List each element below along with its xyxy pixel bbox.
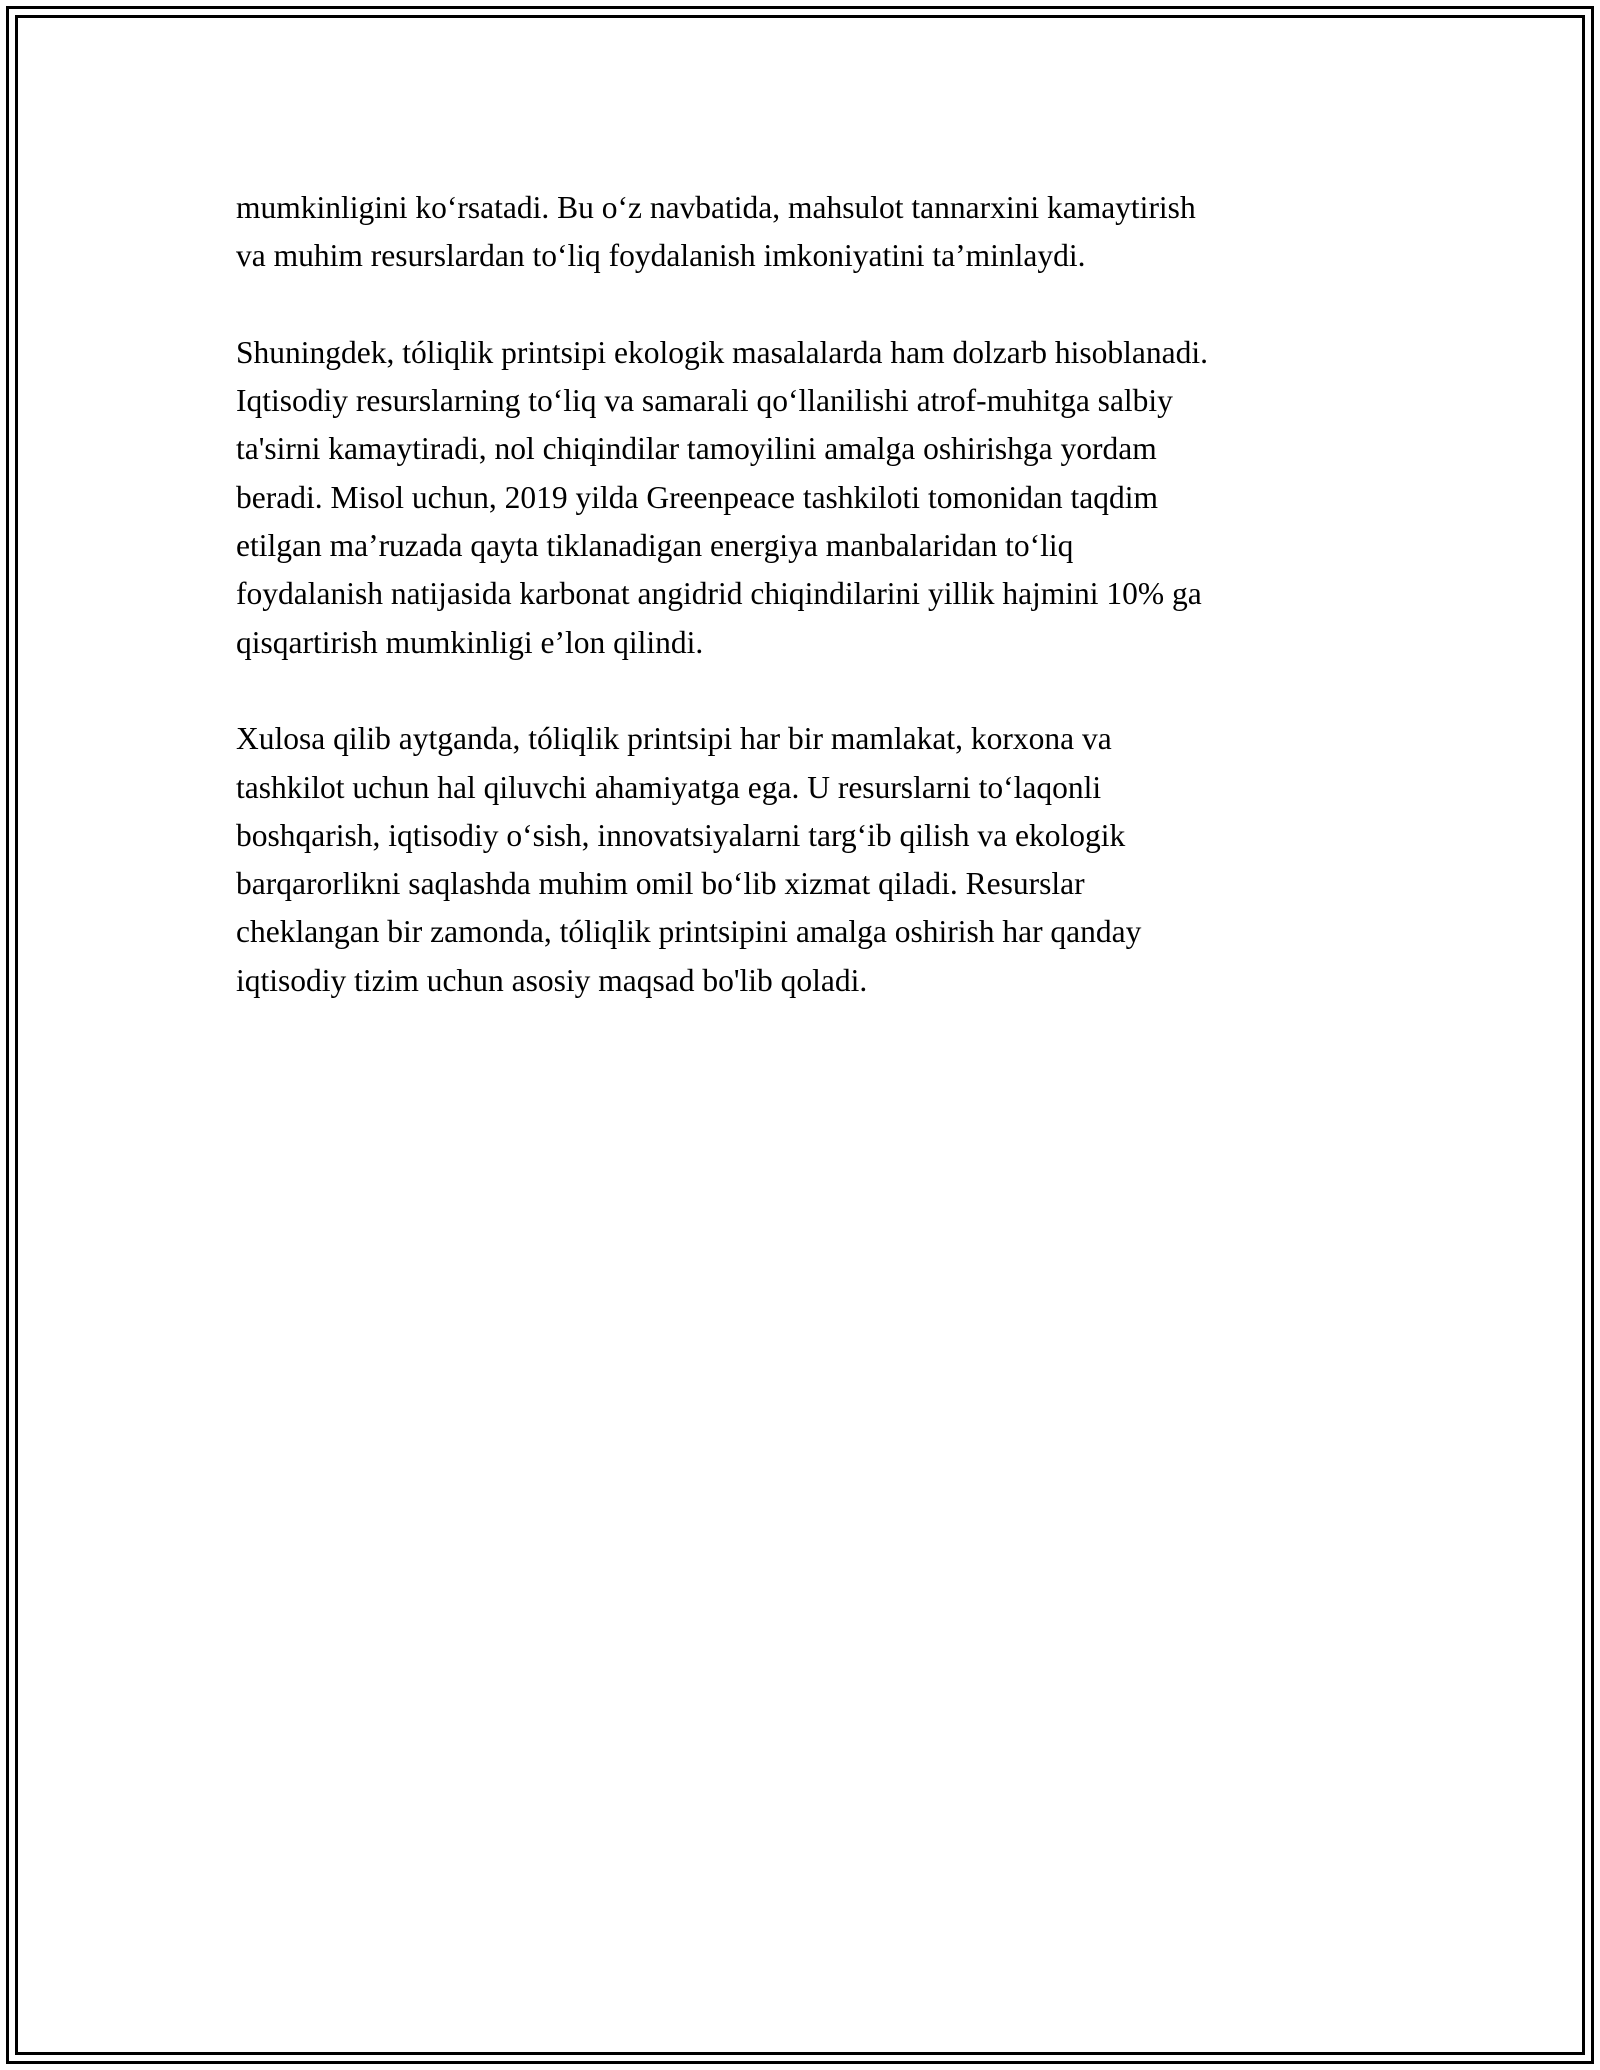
text-line: foydalanish natijasida karbonat angidrid chiqindilarini yillik hajmini 10% ga	[236, 576, 1202, 612]
text-line: tashkilot uchun hal qiluvchi ahamiyatga ega. U resurslarni to‘laqonli	[236, 769, 1102, 805]
text-line: boshqarish, iqtisodiy o‘sish, innovatsiyalarni targ‘ib qilish va ekologik	[236, 817, 1126, 853]
text-line: beradi. Misol uchun, 2019 yilda Greenpeace tashkiloti tomonidan taqdim	[236, 479, 1159, 515]
text-line: mumkinligini ko‘rsatadi. Bu o‘z navbatida, mahsulot tannarxini kamaytirish	[236, 190, 1196, 225]
text-line: cheklangan bir zamonda, tóliqlik printsipini amalga oshirish har qanday	[236, 914, 1142, 950]
text-line: ta'sirni kamaytiradi, nol chiqindilar tamoyilini amalga oshirishga yordam	[236, 431, 1157, 467]
text-line: barqarorlikni saqlashda muhim omil bo‘lib xizmat qiladi. Resurslar	[236, 866, 1085, 902]
paragraph-2	[236, 329, 1366, 667]
paragraph-3	[236, 715, 1366, 1005]
text-line: Shuningdek, tóliqlik printsipi ekologik masalalarda ham dolzarb hisoblanadi.	[236, 334, 1208, 370]
text-line: Iqtisodiy resurslarning to‘liq va samarali qo‘llanilishi atrof-muhitga salbiy	[236, 383, 1173, 419]
text-line: etilgan ma’ruzada qayta tiklanadigan energiya manbalaridan to‘liq	[236, 528, 1074, 564]
text-line: qisqartirish mumkinligi e’lon qilindi.	[236, 624, 704, 660]
text-line: va muhim resurslardan to‘liq foydalanish imkoniyatini ta’minlaydi.	[236, 238, 1086, 274]
text-line: Xulosa qilib aytganda, tóliqlik printsipi har bir mamlakat, korxona va	[236, 721, 1112, 757]
document-body	[236, 184, 1366, 1053]
paragraph-1	[236, 184, 1366, 281]
text-line: iqtisodiy tizim uchun asosiy maqsad bo'lib qoladi.	[236, 962, 868, 998]
